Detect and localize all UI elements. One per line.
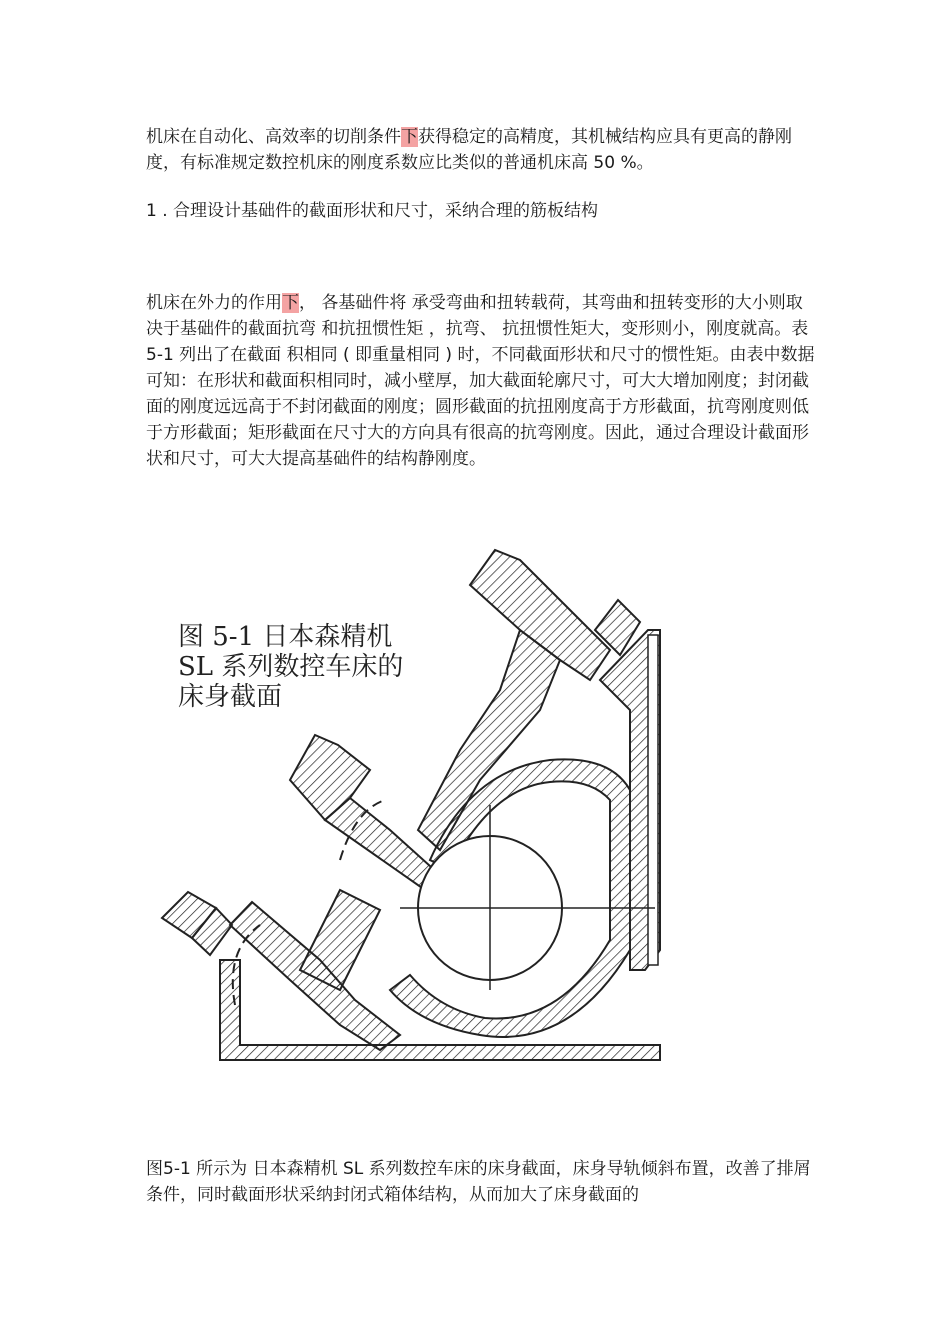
- body-text-before: 机床在外力的作用: [146, 293, 282, 313]
- rear-guide-rail: [418, 550, 640, 850]
- section-heading: 1 . 合理设计基础件的截面形状和尺寸，采纳合理的筋板结构: [146, 201, 599, 221]
- lathe-bed-section-figure: [140, 530, 680, 1100]
- body-paragraph: [146, 290, 816, 472]
- intro-paragraph: [146, 124, 816, 176]
- highlighted-char-2: 下: [282, 293, 299, 313]
- caption-line-3: 床身截面: [178, 682, 283, 712]
- figure-description-paragraph: 图5-1 所示为 日本森精机 SL 系列数控车床的床身截面，床身导轨倾斜布置，改善了排屑条件，同时截面形状采纳封闭式箱体结构，从而加大了床身截面的: [146, 1159, 811, 1205]
- intro-text-before: 机床在自动化、高效率的切削条件: [146, 127, 401, 147]
- lower-webs: [230, 890, 400, 1050]
- body-text-after: ， 各基础件将 承受弯曲和扭转载荷，其弯曲和扭转变形的大小则取决于基础件的截面抗弯 和抗扭惯性矩 ，抗弯、 抗扭惯性矩大，变形则小，刚度就高。表 5-1 列出了在截面 积相同 ( 即重量相同 ) 时，不同截面形状和尺寸的惯性矩。由表中数据可知：在形状和截面积相同时，减小壁厚，加大截面轮廓尺寸，可大大增加刚度；封闭截面的刚度远远高于不封闭截面的刚度；圆形截面的抗扭刚度高于方形截面，抗弯刚度则低于方形截面；矩形截面在尺寸大的方向具有很高的抗弯刚度。因此，通过合理设计截面形状和尺寸，可大大提高基础件的结构静刚度。: [146, 293, 815, 469]
- caption-line-2: SL 系列数控车床的: [178, 652, 404, 682]
- caption-line-1: 图 5-1 日本森精机: [178, 622, 393, 652]
- front-guide-rail: [162, 892, 232, 955]
- intro-text-after: 获得稳定的高精度，其机械结构应具有更高的静刚度，有标准规定数控机床的刚度系数应比类似的普通机床高 50 %。: [146, 127, 792, 173]
- figure-caption: [178, 622, 403, 712]
- highlighted-char: 下: [401, 127, 418, 147]
